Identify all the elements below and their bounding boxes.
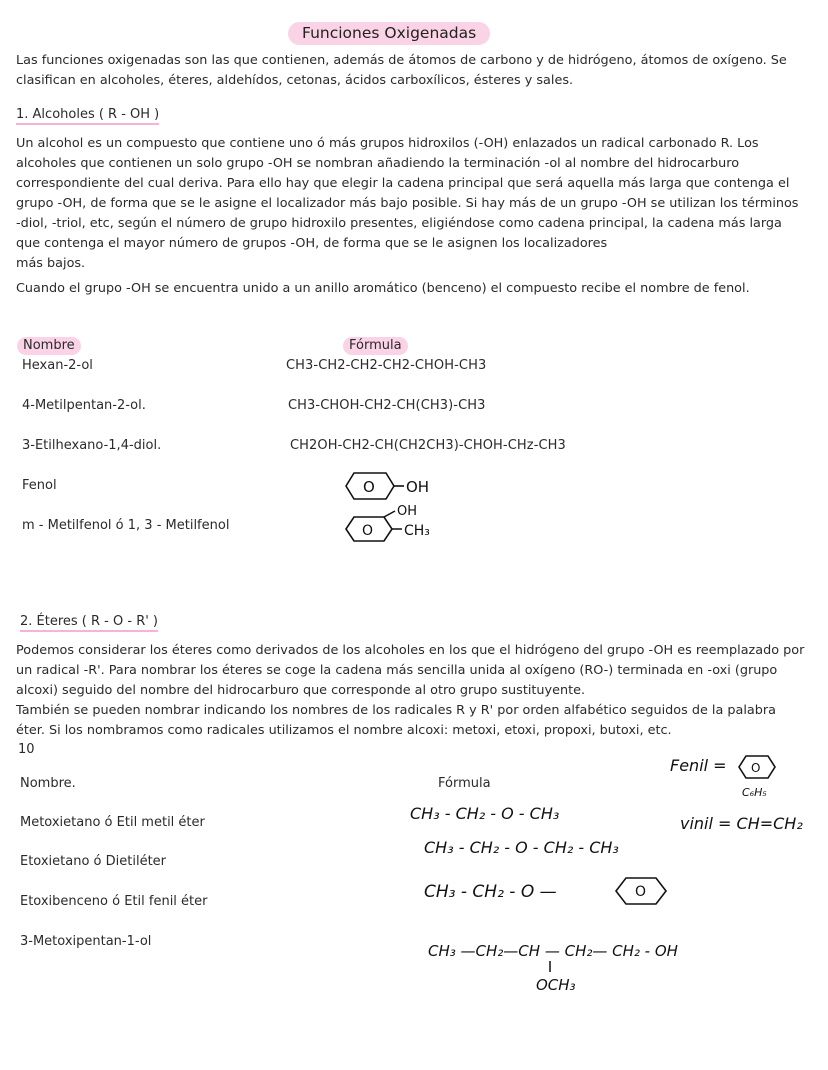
fenol-structure-drawing — [340, 468, 440, 504]
bond-line — [384, 511, 395, 517]
alcoholes-paragraph — [16, 134, 806, 274]
och3-branch-label: OCH₃ — [536, 976, 576, 994]
section-heading-alcoholes: 1. Alcoholes ( R - OH ) — [16, 107, 159, 125]
metilfenol-structure-drawing — [340, 500, 440, 548]
fenil-note: Fenil = — [670, 756, 727, 775]
fenil-ring-drawing — [736, 752, 778, 782]
branch-bond-line — [545, 960, 555, 974]
page-title: Funciones Oxigenadas — [288, 22, 490, 45]
table-row-formula: CH₃ —CH₂—CH — CH₂— CH₂ - OH — [428, 942, 678, 960]
table-row-name: 4-Metilpentan-2-ol. — [22, 398, 146, 413]
fenol-note: Cuando el grupo -OH se encuentra unido a un anillo aromático (benceno) el compuesto recibe el nombre de fenol. — [16, 281, 750, 296]
vinil-note: vinil = CH=CH₂ — [680, 814, 803, 833]
col-header-formula — [343, 338, 408, 353]
etoxibenceno-ring-drawing — [612, 874, 670, 908]
table-row-formula: CH2OH-CH2-CH(CH2CH3)-CHOH-CHz-CH3 — [290, 438, 566, 453]
table-row-name: m - Metilfenol ó 1, 3 - Metilfenol — [22, 518, 230, 533]
alcoholes-paragraph-end: más bajos. — [16, 256, 86, 271]
ring-o-label: O — [751, 761, 761, 775]
table-row-name: Hexan-2-ol — [22, 358, 93, 373]
table-row-formula: CH3-CHOH-CH2-CH(CH3)-CH3 — [288, 398, 486, 413]
table-row-name: Etoxibenceno ó Etil fenil éter — [20, 894, 208, 909]
table-row-formula: CH₃ - CH₂ - O — — [424, 882, 557, 902]
ring-o-label: O — [635, 884, 647, 900]
metilfenol-ch3-label: CH₃ — [404, 523, 430, 539]
col-header-nombre — [17, 338, 81, 353]
ring-o-label: O — [362, 523, 374, 539]
eteres-paragraph-2: También se pueden nombrar indicando los nombres de los radicales R y R' por orden alfabético seguidos de la palabra éter. Si los nombramos como radicales utilizamos el nombre alcoxi: metoxi, etoxi, propoxi, butoxi, etc. — [16, 703, 776, 738]
metilfenol-oh-label: OH — [397, 504, 418, 519]
col-header-nombre: Nombre. — [20, 776, 76, 791]
table-row-formula: CH₃ - CH₂ - O - CH₂ - CH₃ — [424, 838, 619, 857]
col-header-formula-label: Fórmula — [343, 337, 408, 355]
table-row-name: 3-Metoxipentan-1-ol — [20, 934, 152, 949]
table-row-name: Etoxietano ó Dietiléter — [20, 854, 167, 869]
fenil-formula: C₆H₅ — [742, 786, 767, 799]
eteres-paragraph: Podemos considerar los éteres como derivados de los alcoholes en los que el hidrógeno del grupo -OH es reemplazado por un radical -R'. Para nombrar los éteres se coge la cadena más sencilla unida al oxígeno (RO-) terminada en -oxi (grupo alcoxi) seguido del nombre del hidrocarburo que corresponde al otro grupo sustituyente. — [16, 643, 805, 698]
ring-o-label: O — [363, 478, 375, 496]
page-number: 10 — [18, 742, 35, 757]
table-row-name: Metoxietano ó Etil metil éter — [20, 815, 205, 830]
section-heading-eteres: 2. Éteres ( R - O - R' ) — [20, 614, 158, 632]
table-row-name: 3-Etilhexano-1,4-diol. — [22, 438, 162, 453]
alcoholes-paragraph-main: Un alcohol es un compuesto que contiene uno ó más grupos hidroxilos (-OH) enlazados un radical carbonado R. Los alcoholes que contienen un solo grupo -OH se nombran añadiendo la terminación -ol al nombre del hidrocarburo correspondiente del cual deriva. Para ello hay que elegir la cadena principal que será aquella más larga que contenga el grupo -OH, de forma que se le asigne el localizador más bajo posible. Si hay más de un grupo -OH se utilizan los términos -diol, -triol, etc, según el número de grupo hidroxilo presentes, eligiéndose como cadena principal, la cadena más larga que contenga el mayor número de grupos -OH, de forma que se le asignen los localizadores — [16, 136, 799, 251]
table-row-name: Fenol — [22, 478, 57, 493]
col-header-formula: Fórmula — [438, 776, 491, 791]
fenol-oh-label: OH — [406, 478, 430, 496]
col-header-nombre-label: Nombre — [17, 337, 81, 355]
table-row-formula: CH3-CH2-CH2-CH2-CHOH-CH3 — [286, 358, 487, 373]
intro-paragraph: Las funciones oxigenadas son las que contienen, además de átomos de carbono y de hidrógeno, átomos de oxígeno. Se clasifican en alcoholes, éteres, aldehídos, cetonas, ácidos carboxílicos, ésteres y sales. — [16, 53, 787, 88]
table-row-formula: CH₃ - CH₂ - O - CH₃ — [410, 804, 560, 823]
